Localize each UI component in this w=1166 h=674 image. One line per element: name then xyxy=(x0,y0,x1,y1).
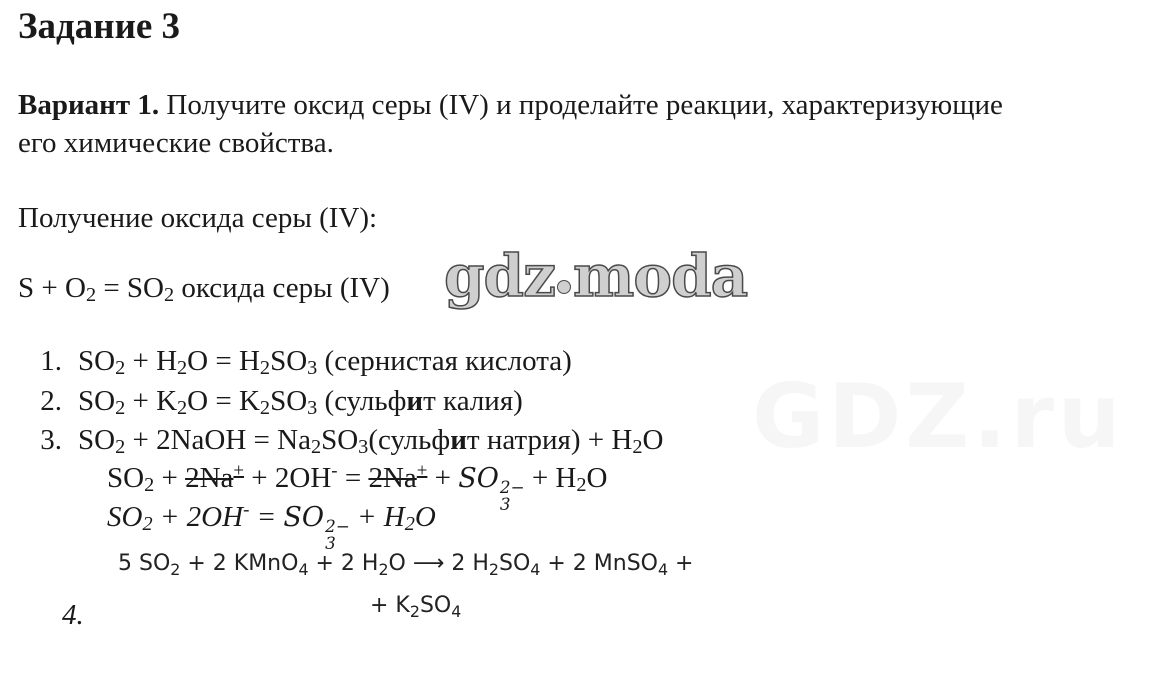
sulfite-ion: SO 2− 3 xyxy=(283,502,350,554)
variant-label: Вариант 1. xyxy=(18,89,160,121)
reaction-4-line-2: + $K_2SO_4$ xyxy=(370,593,462,621)
reaction-1: 1. SO2 + H2O = H2SO3 (сернистая кислота) xyxy=(18,343,572,379)
reaction-4-number: 4. xyxy=(62,599,84,631)
reaction-2: 2. SO2 + K2O = K2SO3 (сульфит калия) xyxy=(18,383,523,419)
obtaining-heading: Получение оксида серы (IV): xyxy=(18,202,378,234)
task-line-2: его химические свойства. xyxy=(18,127,334,159)
sulfite-ion: SO 2− 3 xyxy=(458,463,525,515)
ionic-short-equation: SO2 + 2OH- = SO 2− 3 + H2O xyxy=(107,499,436,554)
task-text-1: Получите оксид серы (IV) и проделайте реакции, характеризующие xyxy=(159,89,1003,121)
page-title: Задание 3 xyxy=(18,6,181,47)
task-line-1 xyxy=(18,87,1003,123)
list-number: 2. xyxy=(40,385,62,417)
reaction-3: 3. SO2 + 2NaOH = Na2SO3(сульфит натрия) + H2O xyxy=(18,422,663,458)
watermark-dot-icon xyxy=(557,280,571,294)
list-number: 3. xyxy=(40,424,62,456)
faint-watermark: GDZ.ru xyxy=(752,365,1125,468)
list-number: 1. xyxy=(40,345,62,377)
gdz-moda-watermark: gdz moda xyxy=(444,242,748,310)
ionic-full-equation: SO2 + 2Na+ + 2OH- = 2Na+ + SO 2− 3 + H2O xyxy=(107,460,608,515)
obtaining-equation: S + O2 = SO2 оксида серы (IV) xyxy=(18,272,390,307)
cancelled-ion: 2Na+ xyxy=(368,460,428,494)
cancelled-ion: 2Na+ xyxy=(185,460,245,494)
reaction-4-line-1: 5 $SO_2 + 2$ KMnO$_4$ + 2 $H_2O$ ⟶ 2 $H_2SO_4 + 2$ MnSO$_4$ + xyxy=(118,551,694,579)
